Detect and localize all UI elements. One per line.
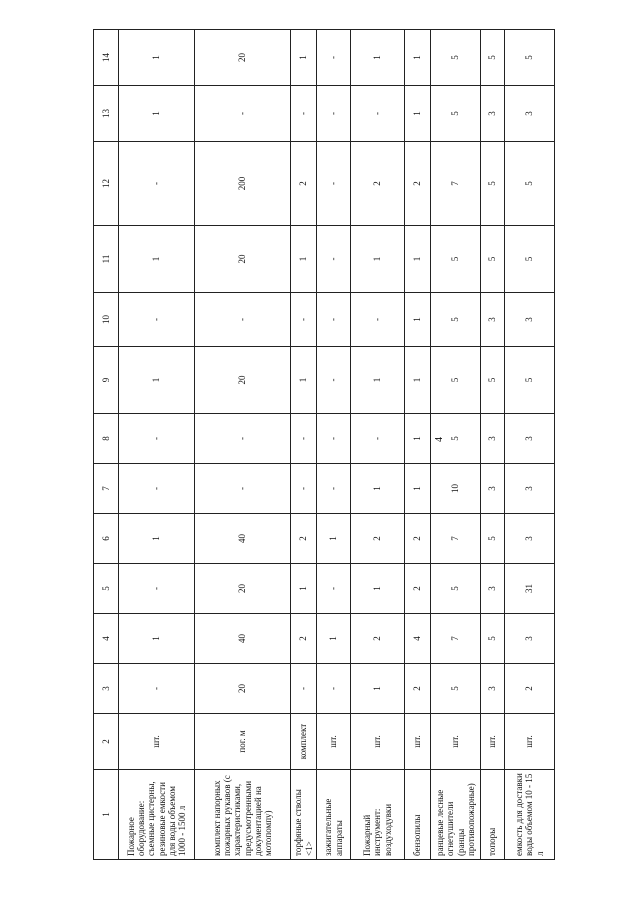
value-cell: 2 <box>405 664 431 714</box>
equipment-table <box>93 29 555 860</box>
value-cell: 5 <box>431 226 481 293</box>
value-cell: - <box>291 664 317 714</box>
item-name-cell: бензопилы <box>405 770 431 860</box>
item-name-cell: топоры <box>481 770 505 860</box>
unit-cell: шт. <box>505 714 555 770</box>
value-cell: - <box>317 564 351 614</box>
table-body <box>94 30 555 860</box>
value-cell: - <box>195 86 291 142</box>
header-cell: 4 <box>94 614 119 664</box>
value-cell: - <box>317 347 351 414</box>
value-cell: - <box>351 293 405 347</box>
value-cell: - <box>291 293 317 347</box>
value-cell: 3 <box>505 86 555 142</box>
value-cell: - <box>291 86 317 142</box>
header-cell: 12 <box>94 142 119 226</box>
value-cell: 3 <box>481 564 505 614</box>
value-cell: 1 <box>119 614 195 664</box>
value-cell: - <box>317 142 351 226</box>
value-cell: - <box>119 564 195 614</box>
table-row <box>195 30 291 860</box>
value-cell: 1 <box>291 347 317 414</box>
header-cell: 1 <box>94 770 119 860</box>
value-cell: 2 <box>405 142 431 226</box>
value-cell: - <box>317 414 351 464</box>
table-row <box>405 30 431 860</box>
header-cell: 10 <box>94 293 119 347</box>
value-cell: 1 <box>405 464 431 514</box>
value-cell: 5 <box>431 347 481 414</box>
value-cell: 5 <box>431 86 481 142</box>
value-cell: - <box>119 464 195 514</box>
value-cell: 3 <box>481 414 505 464</box>
value-cell: 2 <box>291 614 317 664</box>
item-name-cell: комплект напорных пожарных рукавов (с характеристиками, предусмотренными документацией на мотопомпу) <box>195 770 291 860</box>
value-cell: 5 <box>481 30 505 86</box>
value-cell: 5 <box>505 142 555 226</box>
value-cell: 1 <box>317 514 351 564</box>
item-name-cell: ранцевые лесные огнетушители (ранцы противопожарные) <box>431 770 481 860</box>
unit-cell: комплект <box>291 714 317 770</box>
value-cell: 5 <box>431 414 481 464</box>
table-row <box>119 30 195 860</box>
value-cell: - <box>119 664 195 714</box>
value-cell: 1 <box>291 226 317 293</box>
header-cell: 14 <box>94 30 119 86</box>
value-cell: 3 <box>481 293 505 347</box>
header-cell: 11 <box>94 226 119 293</box>
item-name-cell: зажигательные аппараты <box>317 770 351 860</box>
unit-cell: пог. м <box>195 714 291 770</box>
value-cell: 3 <box>481 464 505 514</box>
value-cell: 1 <box>351 30 405 86</box>
value-cell: 2 <box>405 564 431 614</box>
value-cell: 3 <box>505 414 555 464</box>
value-cell: 7 <box>431 514 481 564</box>
value-cell: 5 <box>431 564 481 614</box>
value-cell: 1 <box>119 514 195 564</box>
value-cell: - <box>195 293 291 347</box>
value-cell: 3 <box>505 293 555 347</box>
unit-cell: шт. <box>317 714 351 770</box>
value-cell: 1 <box>405 347 431 414</box>
value-cell: - <box>317 464 351 514</box>
value-cell: 1 <box>317 614 351 664</box>
value-cell: - <box>291 464 317 514</box>
value-cell: 20 <box>195 226 291 293</box>
value-cell: 1 <box>351 464 405 514</box>
value-cell: 1 <box>405 30 431 86</box>
table-row <box>505 30 555 860</box>
value-cell: 1 <box>351 664 405 714</box>
value-cell: 5 <box>481 514 505 564</box>
value-cell: 40 <box>195 614 291 664</box>
value-cell: 1 <box>351 347 405 414</box>
header-cell: 5 <box>94 564 119 614</box>
equipment-table-wrapper <box>93 30 545 860</box>
value-cell: 5 <box>505 226 555 293</box>
table-row <box>431 30 481 860</box>
header-cell: 7 <box>94 464 119 514</box>
header-cell: 2 <box>94 714 119 770</box>
value-cell: 5 <box>431 30 481 86</box>
value-cell: 20 <box>195 347 291 414</box>
value-cell: 1 <box>119 226 195 293</box>
value-cell: - <box>351 86 405 142</box>
value-cell: 2 <box>291 142 317 226</box>
item-name-cell: емкость для доставки воды объемом 10 - 15 л <box>505 770 555 860</box>
value-cell: 1 <box>119 86 195 142</box>
value-cell: 5 <box>505 30 555 86</box>
value-cell: - <box>119 414 195 464</box>
value-cell: 5 <box>431 664 481 714</box>
value-cell: 20 <box>195 664 291 714</box>
unit-cell: шт. <box>351 714 405 770</box>
unit-cell: шт. <box>405 714 431 770</box>
unit-cell: шт. <box>431 714 481 770</box>
value-cell: 40 <box>195 514 291 564</box>
table-row <box>291 30 317 860</box>
unit-cell: шт. <box>119 714 195 770</box>
value-cell: 1 <box>351 564 405 614</box>
header-cell: 3 <box>94 664 119 714</box>
value-cell: 10 <box>431 464 481 514</box>
value-cell: - <box>119 293 195 347</box>
value-cell: 20 <box>195 564 291 614</box>
table-row <box>317 30 351 860</box>
unit-cell: шт. <box>481 714 505 770</box>
value-cell: 1 <box>119 347 195 414</box>
value-cell: 7 <box>431 142 481 226</box>
value-cell: - <box>351 414 405 464</box>
value-cell: 5 <box>481 614 505 664</box>
value-cell: 200 <box>195 142 291 226</box>
header-cell: 8 <box>94 414 119 464</box>
value-cell: 1 <box>291 30 317 86</box>
value-cell: 5 <box>431 293 481 347</box>
item-name-cell: Пожарный инструмент: воздуходувки <box>351 770 405 860</box>
value-cell: 1 <box>405 226 431 293</box>
value-cell: 31 <box>505 564 555 614</box>
value-cell: 1 <box>405 86 431 142</box>
value-cell: 2 <box>405 514 431 564</box>
item-name-cell: Пожарное оборудование: съемные цистерны, резиновые емкости для воды объемом 1000 - 1500 л <box>119 770 195 860</box>
value-cell: - <box>195 464 291 514</box>
value-cell: - <box>317 226 351 293</box>
value-cell: - <box>195 414 291 464</box>
header-row <box>94 30 119 860</box>
header-cell: 6 <box>94 514 119 564</box>
value-cell: 2 <box>291 514 317 564</box>
value-cell: 1 <box>405 293 431 347</box>
value-cell: 2 <box>351 142 405 226</box>
value-cell: 3 <box>505 464 555 514</box>
value-cell: 3 <box>481 664 505 714</box>
value-cell: 3 <box>481 86 505 142</box>
item-name-cell: торфяные стволы <1> <box>291 770 317 860</box>
value-cell: - <box>119 142 195 226</box>
table-row <box>481 30 505 860</box>
value-cell: 5 <box>481 226 505 293</box>
value-cell: 7 <box>431 614 481 664</box>
value-cell: - <box>317 293 351 347</box>
value-cell: 5 <box>481 142 505 226</box>
value-cell: 5 <box>505 347 555 414</box>
value-cell: 1 <box>291 564 317 614</box>
value-cell: 3 <box>505 514 555 564</box>
value-cell: 2 <box>505 664 555 714</box>
value-cell: 3 <box>505 614 555 664</box>
value-cell: 4 <box>405 614 431 664</box>
table-row <box>351 30 405 860</box>
page-number: 4 <box>434 437 445 442</box>
value-cell: - <box>317 86 351 142</box>
value-cell: 1 <box>351 226 405 293</box>
value-cell: - <box>291 414 317 464</box>
value-cell: 5 <box>481 347 505 414</box>
value-cell: - <box>317 664 351 714</box>
value-cell: 2 <box>351 614 405 664</box>
value-cell: 2 <box>351 514 405 564</box>
header-cell: 9 <box>94 347 119 414</box>
header-cell: 13 <box>94 86 119 142</box>
value-cell: - <box>317 30 351 86</box>
value-cell: 20 <box>195 30 291 86</box>
value-cell: 1 <box>405 414 431 464</box>
value-cell: 1 <box>119 30 195 86</box>
